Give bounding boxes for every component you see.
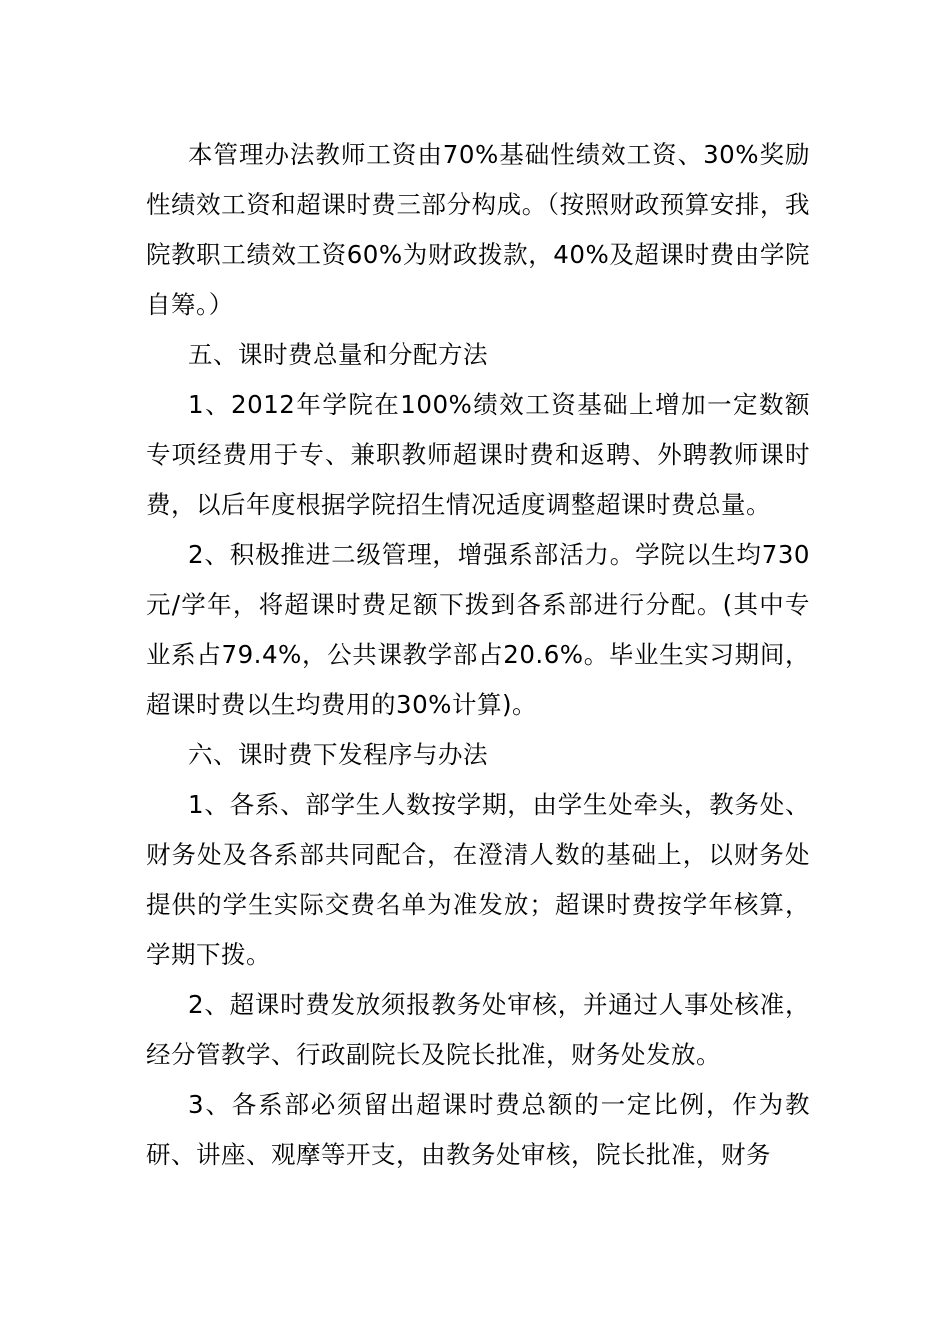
paragraph-six-item-2: 2、超课时费发放须报教务处审核，并通过人事处核准，经分管教学、行政副院长及院长批准，财务处发放。 <box>146 990 810 1069</box>
section-heading-five: 五、课时费总量和分配方法 <box>188 340 488 369</box>
paragraph-six-item-3: 3、各系部必须留出超课时费总额的一定比例，作为教研、讲座、观摩等开支，由教务处审核，院长批准，财务 <box>146 1090 810 1169</box>
document-body <box>146 130 810 1180</box>
paragraph-five-item-1: 1、2012年学院在100%绩效工资基础上增加一定数额专项经费用于专、兼职教师超课时费和返聘、外聘教师课时费，以后年度根据学院招生情况适度调整超课时费总量。 <box>146 390 810 519</box>
section-heading-six: 六、课时费下发程序与办法 <box>188 740 488 769</box>
paragraph-salary-composition: 本管理办法教师工资由70%基础性绩效工资、30%奖励性绩效工资和超课时费三部分构成。（按照财政预算安排，我院教职工绩效工资60%为财政拨款，40%及超课时费由学院自筹。） <box>146 140 810 319</box>
paragraph-five-item-2: 2、积极推进二级管理，增强系部活力。学院以生均730元/学年，将超课时费足额下拨到各系部进行分配。(其中专业系占79.4%，公共课教学部占20.6%。毕业生实习期间，超课时费以生均费用的30%计算)。 <box>146 540 810 719</box>
paragraph-six-item-1: 1、各系、部学生人数按学期，由学生处牵头，教务处、财务处及各系部共同配合，在澄清人数的基础上，以财务处提供的学生实际交费名单为准发放；超课时费按学年核算，学期下拨。 <box>146 790 810 969</box>
